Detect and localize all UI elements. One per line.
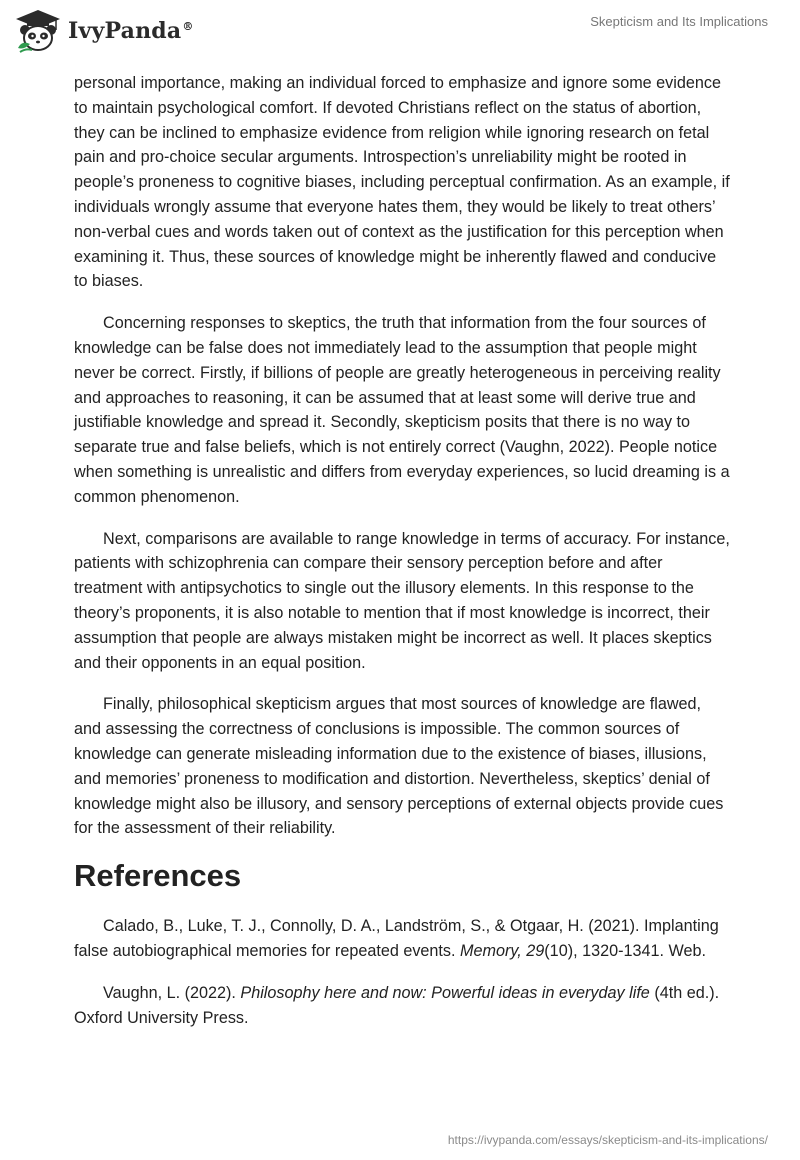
ivypanda-logo[interactable] (14, 8, 194, 54)
brand-name: IvyPanda® (68, 18, 194, 44)
body-paragraph: Concerning responses to skeptics, the truth that information from the four sources of knowledge can be false does not immediately lead to the assumption that people might never be correct. Firstly, if billions of people are greatly heterogeneous in perceiving reality and approaches to reasoning, it can be assumed that at least some will derive true and justifiable knowledge and spread it. Secondly, skepticism posits that there is no way to separate true and false beliefs, which is not entirely correct (Vaughn, 2022). People notice when something is unrealistic and differs from everyday experiences, so lucid dreaming is a common phenomenon. (74, 314, 730, 506)
body-paragraph: Finally, philosophical skepticism argues that most sources of knowledge are flawed, and assessing the correctness of conclusions is impossible. The common sources of knowledge can generate misleading information due to the existence of biases, illusions, and memories’ proneness to modification and distortion. Nevertheless, skeptics’ denial of knowledge might also be illusory, and sensory perceptions of external objects provide cues for the assessment of their reliability. (74, 695, 724, 838)
source-url[interactable]: https://ivypanda.com/essays/skepticism-and-its-implications/ (447, 1133, 768, 1147)
document-title: Skepticism and Its Implications (590, 14, 768, 29)
body-paragraph: personal importance, making an individual forced to emphasize and ignore some evidence to maintain psychological comfort. If devoted Christians reflect on the status of abortion, they can be inclined to emphasize evidence from religion while ignoring research on fetal pain and pro-choice secular arguments. Introspection’s unreliability might be rooted in people’s proneness to cognitive biases, including perceptual confirmation. As an example, if individuals wrongly assume that everyone hates them, they would be likely to treat others’ non-verbal cues and words taken out of context as the justification for this perception when examining it. Thus, these sources of knowledge might be inherently flawed and conducive to biases. (74, 74, 730, 291)
essay-body (74, 71, 730, 1047)
reference-entry: Vaughn, L. (2022). Philosophy here and now: Powerful ideas in everyday life (4th ed.). Oxford University Press. (74, 983, 720, 1027)
body-paragraph: Next, comparisons are available to range knowledge in terms of accuracy. For instance, patients with schizophrenia can compare their sensory perception before and after treatment with antipsychotics to single out the illusory elements. In this response to the theory’s proponents, it is also notable to mention that if most knowledge is incorrect, their assumption that people are always mistaken might be incorrect as well. It places skeptics and their opponents in an equal position. (74, 529, 730, 672)
reference-entry: Calado, B., Luke, T. J., Connolly, D. A., Landström, S., & Otgaar, H. (2021). Implanting false autobiographical memories for repeated events. Memory, 29(10), 1320-1341. Web. (74, 917, 719, 960)
page-header (0, 0, 800, 64)
references-heading: References (74, 858, 242, 894)
panda-graduate-icon (14, 8, 62, 54)
registered-mark: ® (182, 19, 194, 33)
